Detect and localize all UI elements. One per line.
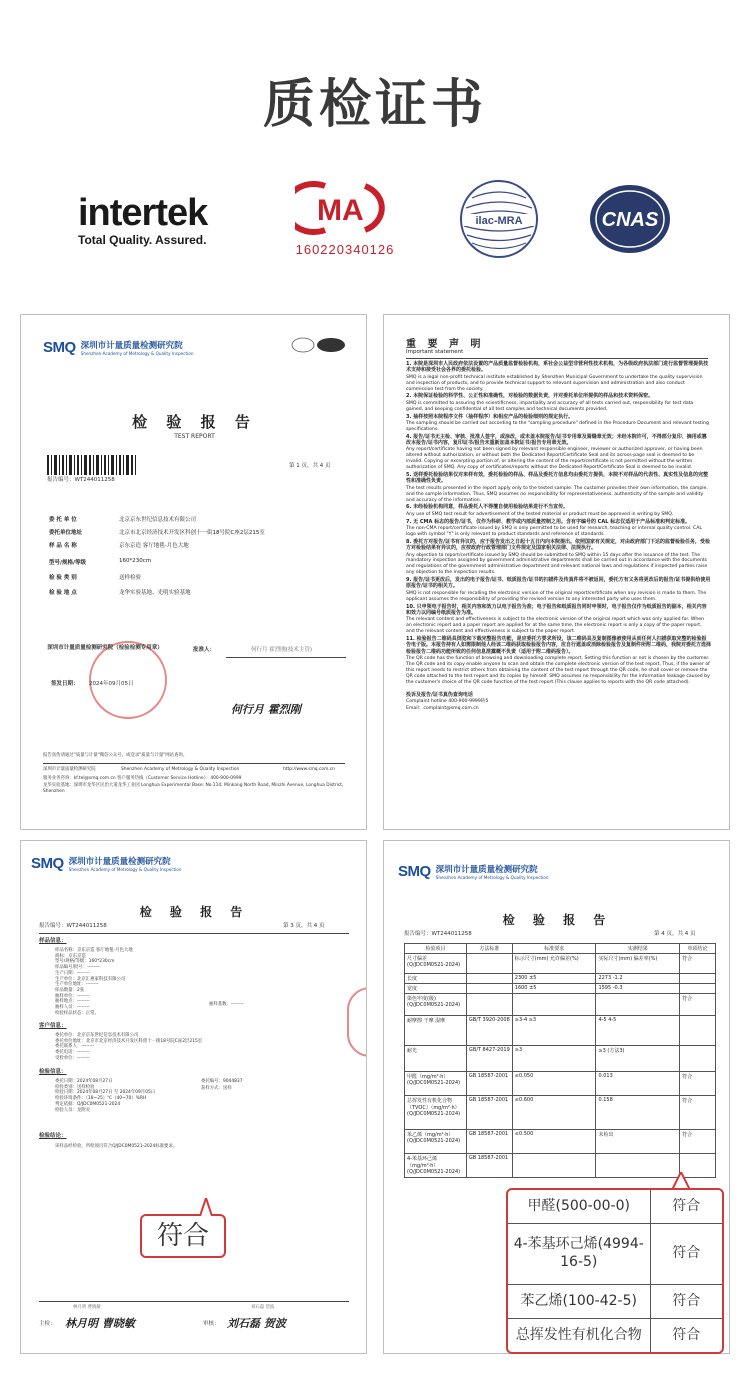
sample-line: 生产日期：-------- <box>55 970 90 976</box>
field-row <box>49 528 265 536</box>
sample-info-list <box>55 948 235 1017</box>
statement-item-en: The non-CMA report/certificate issued by SMQ is only permitted to be used for research, teaching or internal quality control. CAL logo with symbol "Y" is only relevant to product standards and reference of standards. <box>406 526 702 537</box>
statement-item-en: The test results presented in the report apply only to the tested sample. The customer provides their own information, the sample, and the sample information. Thus, SMQ assumes no responsibility for representativeness, authenticity of the sample and validity and accuracy of the information. <box>406 485 708 503</box>
cma-logo <box>290 180 400 260</box>
footer-org: 深圳市计量质量检测研究院 <box>43 767 96 772</box>
reviewer-names: 刘石磊 贺波 <box>251 1305 275 1310</box>
report-info-page <box>20 840 367 1354</box>
table-row <box>405 1154 716 1178</box>
footer-contact: 服务业务咨询：kf.tel@smq.com.cn 客户服务热线（Customer Service Hotline）：400-900-0999 <box>43 776 242 781</box>
receive-method: 获样方式：送样 <box>201 1086 232 1091</box>
table-cell: ≤0.600 <box>512 1096 596 1130</box>
column-header: 单项结论 <box>680 944 716 954</box>
table-row <box>405 994 716 1016</box>
callout-row <box>508 1190 722 1223</box>
table-cell <box>680 1046 716 1072</box>
field-row <box>49 515 196 523</box>
org-name-cn: 深圳市计量质量检测研究院 <box>68 857 171 867</box>
statement-item-cn: 11. 检验报告二维码具浏览和下载完整报告功能，是应委托方要求所设，该二维码具及复制图像被使用从而任何人扫描获取完整的检验报告电子版。本报告持有人如需限制他人经该二维码获取检验报告内容，应自行遮盖或消除检验报告及复制件所附二维码，我院对委托方选择检验报告二维码功能所致的任何信息泄露概不负责（适用于附二维码报告）。 <box>406 636 712 655</box>
callout-result: 符合 <box>650 1284 722 1318</box>
table-cell: ≤0.500 <box>512 1130 596 1154</box>
table-row <box>405 1072 716 1096</box>
column-header: 标准要求 <box>512 944 596 954</box>
table-cell <box>512 1154 596 1178</box>
footer-website: http://www.smq.com.cn <box>283 767 335 772</box>
statement-item-en: Any report/certificate having not been signed by relevant responsible engineer, reviewer or authorized approver, or having been altered without authorization, or without both the Dedicated Report/Certificate Seal and its across-page seal is deemed to be invalid. Copying or excerpting portion of, or altering the content of the report/certificate is not permitted without the written authorization of SMQ. Any copy of certificates/reports without the Dedicated Report/Certificate Seal is deemed to be invalid. <box>406 447 703 471</box>
statement-item-cn: 9. 报告/证书更改后，发出的电子报告/证书、纸质报告/证书的扫描件及传真件将不被返回，委托方有义务将更改后的报告/证书提供给使用原报告/证书的相关方。 <box>406 577 711 590</box>
statement-item-en: The QR code has the function of browsing and downloading complete report. Setting this function or not is chosen by the customer. The QR code and its copy enable anyone to scan and obtain the complete electronic version of the test report. Thus, if the owner of this report needs to restrict others from obtaining the content of the test report through the QR code, he shall cover or remove the QR code attached to the test report and its copies by himself. SMQ assumes no responsibility for the information leakage caused by the customer's choice of the QR code function of the test report (This clause applies to reports with the QR code attached). <box>406 656 710 685</box>
report-number: 报告编号：WT244011258 <box>47 477 115 483</box>
table-cell: GB 18587-2001 <box>466 1072 512 1096</box>
callout-table <box>508 1190 722 1352</box>
statement-item-cn: 1. 本院是深圳市人民政府依法设置的产品质量监督检验机构，系社会公益型非营利性技术机构，为各级政府执法部门进行监督管理提供技术支持和接受社会各界的委托检验。 <box>406 361 709 374</box>
sample-line: 商标：京东京造 <box>55 953 86 959</box>
column-header: 方法标准 <box>466 944 512 954</box>
cma-mark-icon <box>295 180 395 236</box>
statement-item-en: Any objection to report/certificate issued by SMQ should be submitted to SMQ within 15 days after the issuance of the test. The mandatory inspection assigned by government administrative departments shall be carried out in accordance with the documents and regulations of the government administrative department and relevant national laws and regulations if inspected parties raise any objection to the inspection results. <box>406 552 708 576</box>
signature-divider <box>39 1301 349 1302</box>
callout-item: 甲醛(500-00-0) <box>508 1190 650 1223</box>
table-cell <box>680 974 716 984</box>
client-line: 委托电话：-------- <box>55 1050 90 1056</box>
table-cell: 2273 -1.2 <box>596 974 680 984</box>
table-row <box>405 984 716 994</box>
footer-note: 报告真伪请通过"质量与计量"微信公众号、或登录"质量与计量"网站查询。 <box>43 753 188 758</box>
hotline-title: 投诉及报告/证书真伪查询电话 <box>406 691 473 698</box>
client-line: 受检单位：-------- <box>55 1055 90 1061</box>
callout-result: 符合 <box>650 1319 722 1352</box>
page-indicator: 第 3 页，共 4 页 <box>283 923 325 929</box>
section-heading: 检验信息： <box>39 1069 67 1075</box>
client-line: 委托单位地址：北京市北京经济技术开发区科创十一街18号院C座2层215室 <box>55 1038 203 1044</box>
table-cell: GB 18587-2001 <box>466 1096 512 1130</box>
callout-pointer-icon <box>200 1198 212 1216</box>
org-name-en: Shenzhen Academy of Metrology & Quality Inspection <box>80 351 194 356</box>
stamp-caption: 深圳市计量质量检测研究院（检验检测专用章） <box>47 645 163 651</box>
table-cell: 未检出 <box>596 1130 680 1154</box>
report-number: 报告编号：WT244011258 <box>404 931 472 937</box>
sample-line: 生产单位：北京汇惠家科技有限公司 <box>55 976 126 982</box>
table-cell: 尺寸偏差 (Q/JDC0M0521-2024) <box>405 954 467 974</box>
table-cell: GB/T 8427-2019 <box>466 1046 512 1072</box>
page-indicator: 第 4 页，共 4 页 <box>654 931 696 937</box>
field-label: 检 验 类 别 <box>49 575 77 581</box>
intertek-tagline: Total Quality. Assured. <box>78 233 207 247</box>
table-cell: ≥3 <box>512 1046 596 1072</box>
table-cell <box>596 1154 680 1178</box>
issue-date: 2024年09月05日 <box>89 681 134 687</box>
table-cell: 实际尺寸(mm) 偏差率(%) <box>596 954 680 974</box>
field-row <box>49 573 141 581</box>
table-cell: 0.158 <box>596 1096 680 1130</box>
field-value: 京东京造 客厅地毯-月色大地 <box>119 543 189 549</box>
cnas-mark-icon <box>588 182 672 256</box>
table-cell <box>466 974 512 984</box>
field-label: 型号/规格/等级 <box>49 560 87 566</box>
approver-signatures: 何行月 霍烈刚 <box>231 703 301 716</box>
table-cell: 苯乙烯（mg/m²·h） (Q/JDC0M0521-2024) <box>405 1130 467 1154</box>
table-cell: 耐光 <box>405 1046 467 1072</box>
smq-header <box>43 339 194 356</box>
table-cell: 长度 <box>405 974 467 984</box>
footer-org-en: Shenzhen Academy of Metrology & Quality Inspection <box>121 767 240 772</box>
callout-row <box>508 1284 722 1318</box>
report-title: 检 验 报 告 <box>132 413 257 431</box>
table-cell: ≥3 (方法3) <box>596 1046 680 1072</box>
field-value: 160*230cm <box>119 558 152 564</box>
table-cell <box>596 994 680 1016</box>
field-label: 检 验 地 点 <box>49 590 77 596</box>
approver-names: 何行月 霍烈刚(技术主管) <box>251 647 313 653</box>
test-line: 检验环境条件：（18~25）℃（40~70）%RH <box>55 1096 147 1102</box>
sample-line: 型号/规格/等级：160*230cm <box>55 959 115 965</box>
field-value: 北京市北京经济技术开发区科创十一街18号院C座2层215室 <box>119 530 265 536</box>
report-title: 检 验 报 告 <box>139 905 250 919</box>
callout-item: 苯乙烯(100-42-5) <box>508 1284 650 1318</box>
smq-logo: SMQ <box>43 339 76 356</box>
test-line: 检验类别：送样检验 <box>55 1084 95 1090</box>
table-cell: 符合 <box>680 1072 716 1096</box>
field-row <box>49 588 191 596</box>
org-name-en: Shenzhen Academy of Metrology & Quality Inspection <box>68 867 182 872</box>
table-cell: 符合 <box>680 1096 716 1130</box>
inspector-label: 主检： <box>39 1321 56 1327</box>
statement-item-cn: 8. 委托方对报告/证书有异议的，应于报告发出之日起十五日内向本院提出。依照国家有关规定，对由政府部门下达的监督检验任务，受检方对检验结果有异议的，应按政府行政管理部门文件规定及国家相关法律、法规执行。 <box>406 538 710 552</box>
statement-item-en: The relevant content and effectiveness is subject to the electronic version of the original report which was only applied for. When an electronic report and a paper report are applied for at the same time, the electronic report is only a copy of the paper report, and the relevant content and effectiveness is subject to the paper report. <box>406 617 705 635</box>
callout-row <box>508 1319 722 1352</box>
sample-line: 样品数量：2张 <box>55 988 85 994</box>
field-value: 送样检验 <box>119 575 142 581</box>
table-cell: 宽度 <box>405 984 467 994</box>
sample-line: 抽样人员：-------- <box>55 1005 90 1011</box>
seam-stamp <box>347 987 367 1057</box>
section-heading: 样品信息： <box>39 938 67 944</box>
section-heading: 检验结论： <box>39 1133 67 1139</box>
statement-title: 重 要 声 明 <box>406 339 485 350</box>
report-title: 检 验 报 告 <box>502 913 613 927</box>
cma-letters: MA <box>317 194 364 227</box>
report-cover-page <box>20 314 367 830</box>
table-cell: 4-苯基环己烯（mg/m²·h） (Q/JDC0M0521-2024) <box>405 1154 467 1178</box>
table-cell: 符合 <box>680 1130 716 1154</box>
table-cell: 耐摩擦 干摩 湿摩 <box>405 1016 467 1046</box>
section-heading: 客户信息： <box>39 1023 67 1029</box>
statement-item-cn: 4. 报告/证书无主检、审核、批准人签字，或涂改，或未盖本院报告/证书专用章及骑缝章无效；未经本院许可，不得部分复印、摘用或篡改本报告/证书内容，复印证书/报告未重新加盖本院证书/报告专用章无效。 <box>406 433 707 447</box>
header-divider <box>39 933 349 934</box>
table-row <box>405 974 716 984</box>
table-row <box>405 1046 716 1072</box>
sample-line: 样品名称：京东京造 客厅地毯-月色大地 <box>55 948 133 953</box>
statement-item-cn: 2. 本院保证检验的科学性、公正性和准确性，对检验的数据负责，并对委托单位所提供的样品和技术资料保密。 <box>406 393 654 400</box>
client-line: 委托联系人：-------- <box>55 1044 95 1050</box>
table-cell: GB 18587-2001 <box>466 1154 512 1178</box>
table-row <box>405 1130 716 1154</box>
intertek-wordmark: intertek <box>78 192 208 234</box>
table-cell: 1600 ±5 <box>512 984 596 994</box>
statement-item-en: SMQ is committed to assuring the scientificness, impartiality and accuracy of all tests carried out, responsibility for test data gained, and keeping confidential of all test samples and technical documents provided. <box>406 400 694 412</box>
table-cell: 0.013 <box>596 1072 680 1096</box>
report-title-en: TEST REPORT <box>174 433 215 440</box>
smq-header <box>398 863 549 880</box>
sample-line: 生产单位地址：-------- <box>55 982 99 988</box>
table-row <box>405 1096 716 1130</box>
statement-item-en: SMQ is a legal non-profit technical institute established by Shenzhen Municipal Government to undertake the quality supervision and inspection of products, and to provide technical support to relevant supervision and administration and also conduct commission test from the society. <box>406 374 703 392</box>
issue-date-label: 签发日期： <box>51 681 79 687</box>
table-cell: ≤0.050 <box>512 1072 596 1096</box>
important-statement-page <box>383 314 730 830</box>
callout-result: 符合 <box>650 1223 722 1284</box>
field-row <box>49 541 189 549</box>
table-cell <box>680 1016 716 1046</box>
table-cell <box>466 994 512 1016</box>
statement-item-cn: 10. 只申领电子报告时，相关内容和效力以电子报告为准；电子报告和纸质报告同时申领时，电子报告仅作为纸质报告的副本，相关内容和效力以同编号纸质报告为准。 <box>406 603 707 616</box>
org-name-cn: 深圳市计量质量检测研究院 <box>435 865 538 875</box>
reviewer-label: 审核： <box>203 1321 220 1327</box>
field-row <box>49 558 151 566</box>
ilac-mra-logo <box>458 178 540 260</box>
table-cell: 甲醛（mg/m²·h） (Q/JDC0M0521-2024) <box>405 1072 467 1096</box>
smq-logo: SMQ <box>31 855 64 872</box>
field-label: 委托单位地址 <box>49 530 83 536</box>
callout-row <box>508 1223 722 1284</box>
report-number: 报告编号：WT244011258 <box>39 923 107 929</box>
table-row <box>405 954 716 974</box>
table-header-row <box>405 944 716 954</box>
sample-base: 抽样基数：-------- <box>209 1002 244 1007</box>
test-line: 判定依据：Q/JDC0M0521-2024 <box>55 1101 121 1107</box>
callout-item: 4-苯基环己烯(4994-16-5) <box>508 1223 650 1284</box>
cnas-text: CNAS <box>601 209 659 231</box>
test-line: 委托日期：2024年08月27日 <box>55 1079 113 1084</box>
table-cell: GB 18587-2001 <box>466 1130 512 1154</box>
approver-label: 批准人： <box>193 647 216 653</box>
table-cell: 符合 <box>680 954 716 974</box>
statement-item-cn: 7. 无 CMA 标志的报告/证书，仅作为科研、教学或内部质量控制之用。含有字编号的 CAL 标志仅适用于产品标准和判定标准。 <box>406 518 691 525</box>
org-name-en: Shenzhen Academy of Metrology & Quality Inspection <box>435 875 549 880</box>
table-cell <box>466 954 512 974</box>
statement-item-en: SMQ is not responsible for recalling the electronic version of the original report/certificate when any revision is made to them. The applicant assumes the responsibility of providing the revised version to any interested party who uses them. <box>406 590 707 602</box>
cnas-logo <box>588 182 672 256</box>
table-cell: 染色牢度(级) (Q/JDC0M0521-2024) <box>405 994 467 1016</box>
column-header: 检验项目 <box>405 944 467 954</box>
sample-line: 样品编号/批号：-------- <box>55 965 100 971</box>
table-cell: 标示尺寸(mm) 允许偏差(%) <box>512 954 596 974</box>
complaint-email: Email：complaint@smq.com.cn <box>406 705 479 711</box>
intertek-logo <box>78 192 248 252</box>
inspector-signatures: 林月明 曹晓敏 <box>65 1317 135 1330</box>
table-cell <box>512 994 596 1016</box>
org-name-cn: 深圳市计量质量检测研究院 <box>80 341 183 351</box>
table-cell: ≥3-4 ≥3 <box>512 1016 596 1046</box>
results-callout <box>506 1188 724 1354</box>
statement-body <box>406 361 711 713</box>
statement-divider <box>406 358 708 359</box>
statement-item-en: Any use of SMQ test result for advertisement of the tested material or product must be approved in writing by SMQ. <box>406 511 674 517</box>
table-cell: 4-5 4-5 <box>596 1016 680 1046</box>
results-table <box>404 943 716 1178</box>
callout-item: 总挥发性有机化合物 <box>508 1319 650 1352</box>
test-line: 检验日期：2024年08月27日 至 2024年09月05日 <box>55 1090 156 1096</box>
table-row <box>405 1016 716 1046</box>
table-cell: 1595 -0.3 <box>596 984 680 994</box>
barcode-icon <box>47 455 137 475</box>
sample-line: 抽样地点：-------- <box>55 999 90 1005</box>
statement-item-cn: 3. 抽样按照本院程序文件（抽样程序）和相应产品的检验细则的规定执行。 <box>406 413 574 420</box>
conclusion-callout: 符合 <box>140 1214 226 1258</box>
commission-number: 委托编号：9044837 <box>201 1079 243 1084</box>
table-cell <box>680 984 716 994</box>
client-line: 委托单位：北京京东世纪信息技术有限公司 <box>55 1033 139 1038</box>
table-cell: 总挥发性有机化合物（TVOC）（mg/m²·h） (Q/JDC0M0521-2024) <box>405 1096 467 1130</box>
callout-result: 符合 <box>650 1190 722 1223</box>
signature-line <box>226 657 346 658</box>
smq-header <box>31 855 182 872</box>
sample-line: 抽样单位：-------- <box>55 993 90 999</box>
reviewer-signatures: 刘石磊 贺波 <box>227 1317 286 1330</box>
inspector-names: 林月明 曹晓敏 <box>73 1305 101 1310</box>
ilac-mra-text: ilac-MRA <box>475 215 523 227</box>
table-cell: 2300 ±5 <box>512 974 596 984</box>
statement-item-cn: 5. 送样委托检验结果仅对来样有效，委托检验的样品、样品及委托方信息均由委托方提供，本院不对样品的代表性、真实性及信息的完整性和准确性负责。 <box>406 471 709 485</box>
statement-item-cn: 6. 未经检验机构同意，样品委托人不得擅自使用检验结果进行不当宣传。 <box>406 504 569 511</box>
statement-subtitle: Important statement <box>406 349 464 355</box>
test-line: 检验人员：龙附炎 <box>55 1107 91 1113</box>
table-cell: GB/T 3920-2008 <box>466 1016 512 1046</box>
page-indicator: 第 1 页，共 4 页 <box>289 463 331 469</box>
page-title: 质检证书 <box>262 75 487 135</box>
footer-address: 龙华实验基地：深圳市龙华区民治大道龙华工业园 Longhua Experimental Base: No.114, Minkang North Road, Minzhi Avenue, Longhua District, Shenzhen <box>43 783 344 794</box>
column-header: 实测结果 <box>596 944 680 954</box>
field-value: 龙华实验基地、光明实验基地 <box>119 590 191 596</box>
hotline: Complaint hotline 400-900-9999转5 <box>406 698 489 704</box>
statement-item-en: The sampling should be carried out according to the "sampling procedure" defined in the Procedure Document and relevant testing specifications. <box>406 420 709 432</box>
official-stamp <box>89 641 167 719</box>
conclusion-text: 该样品经检验，所检项目符合Q/JDC0M0521-2024标准要求。 <box>55 1144 178 1149</box>
ilac-mra-icon <box>458 178 540 260</box>
cma-number: 160220340126 <box>295 242 395 257</box>
smq-logo: SMQ <box>398 863 431 880</box>
field-value: 北京京东世纪信息技术有限公司 <box>119 517 197 523</box>
table-cell <box>466 984 512 994</box>
field-label: 样 品 名 称 <box>49 543 77 549</box>
sample-line: 检验样品状态：正常。 <box>55 1010 99 1016</box>
footer-divider <box>43 763 345 764</box>
client-info-list <box>55 1033 345 1062</box>
table-cell: 符合 <box>680 994 716 1016</box>
accreditation-marks-icon <box>291 337 347 353</box>
field-label: 委 托 单 位 <box>49 517 77 523</box>
